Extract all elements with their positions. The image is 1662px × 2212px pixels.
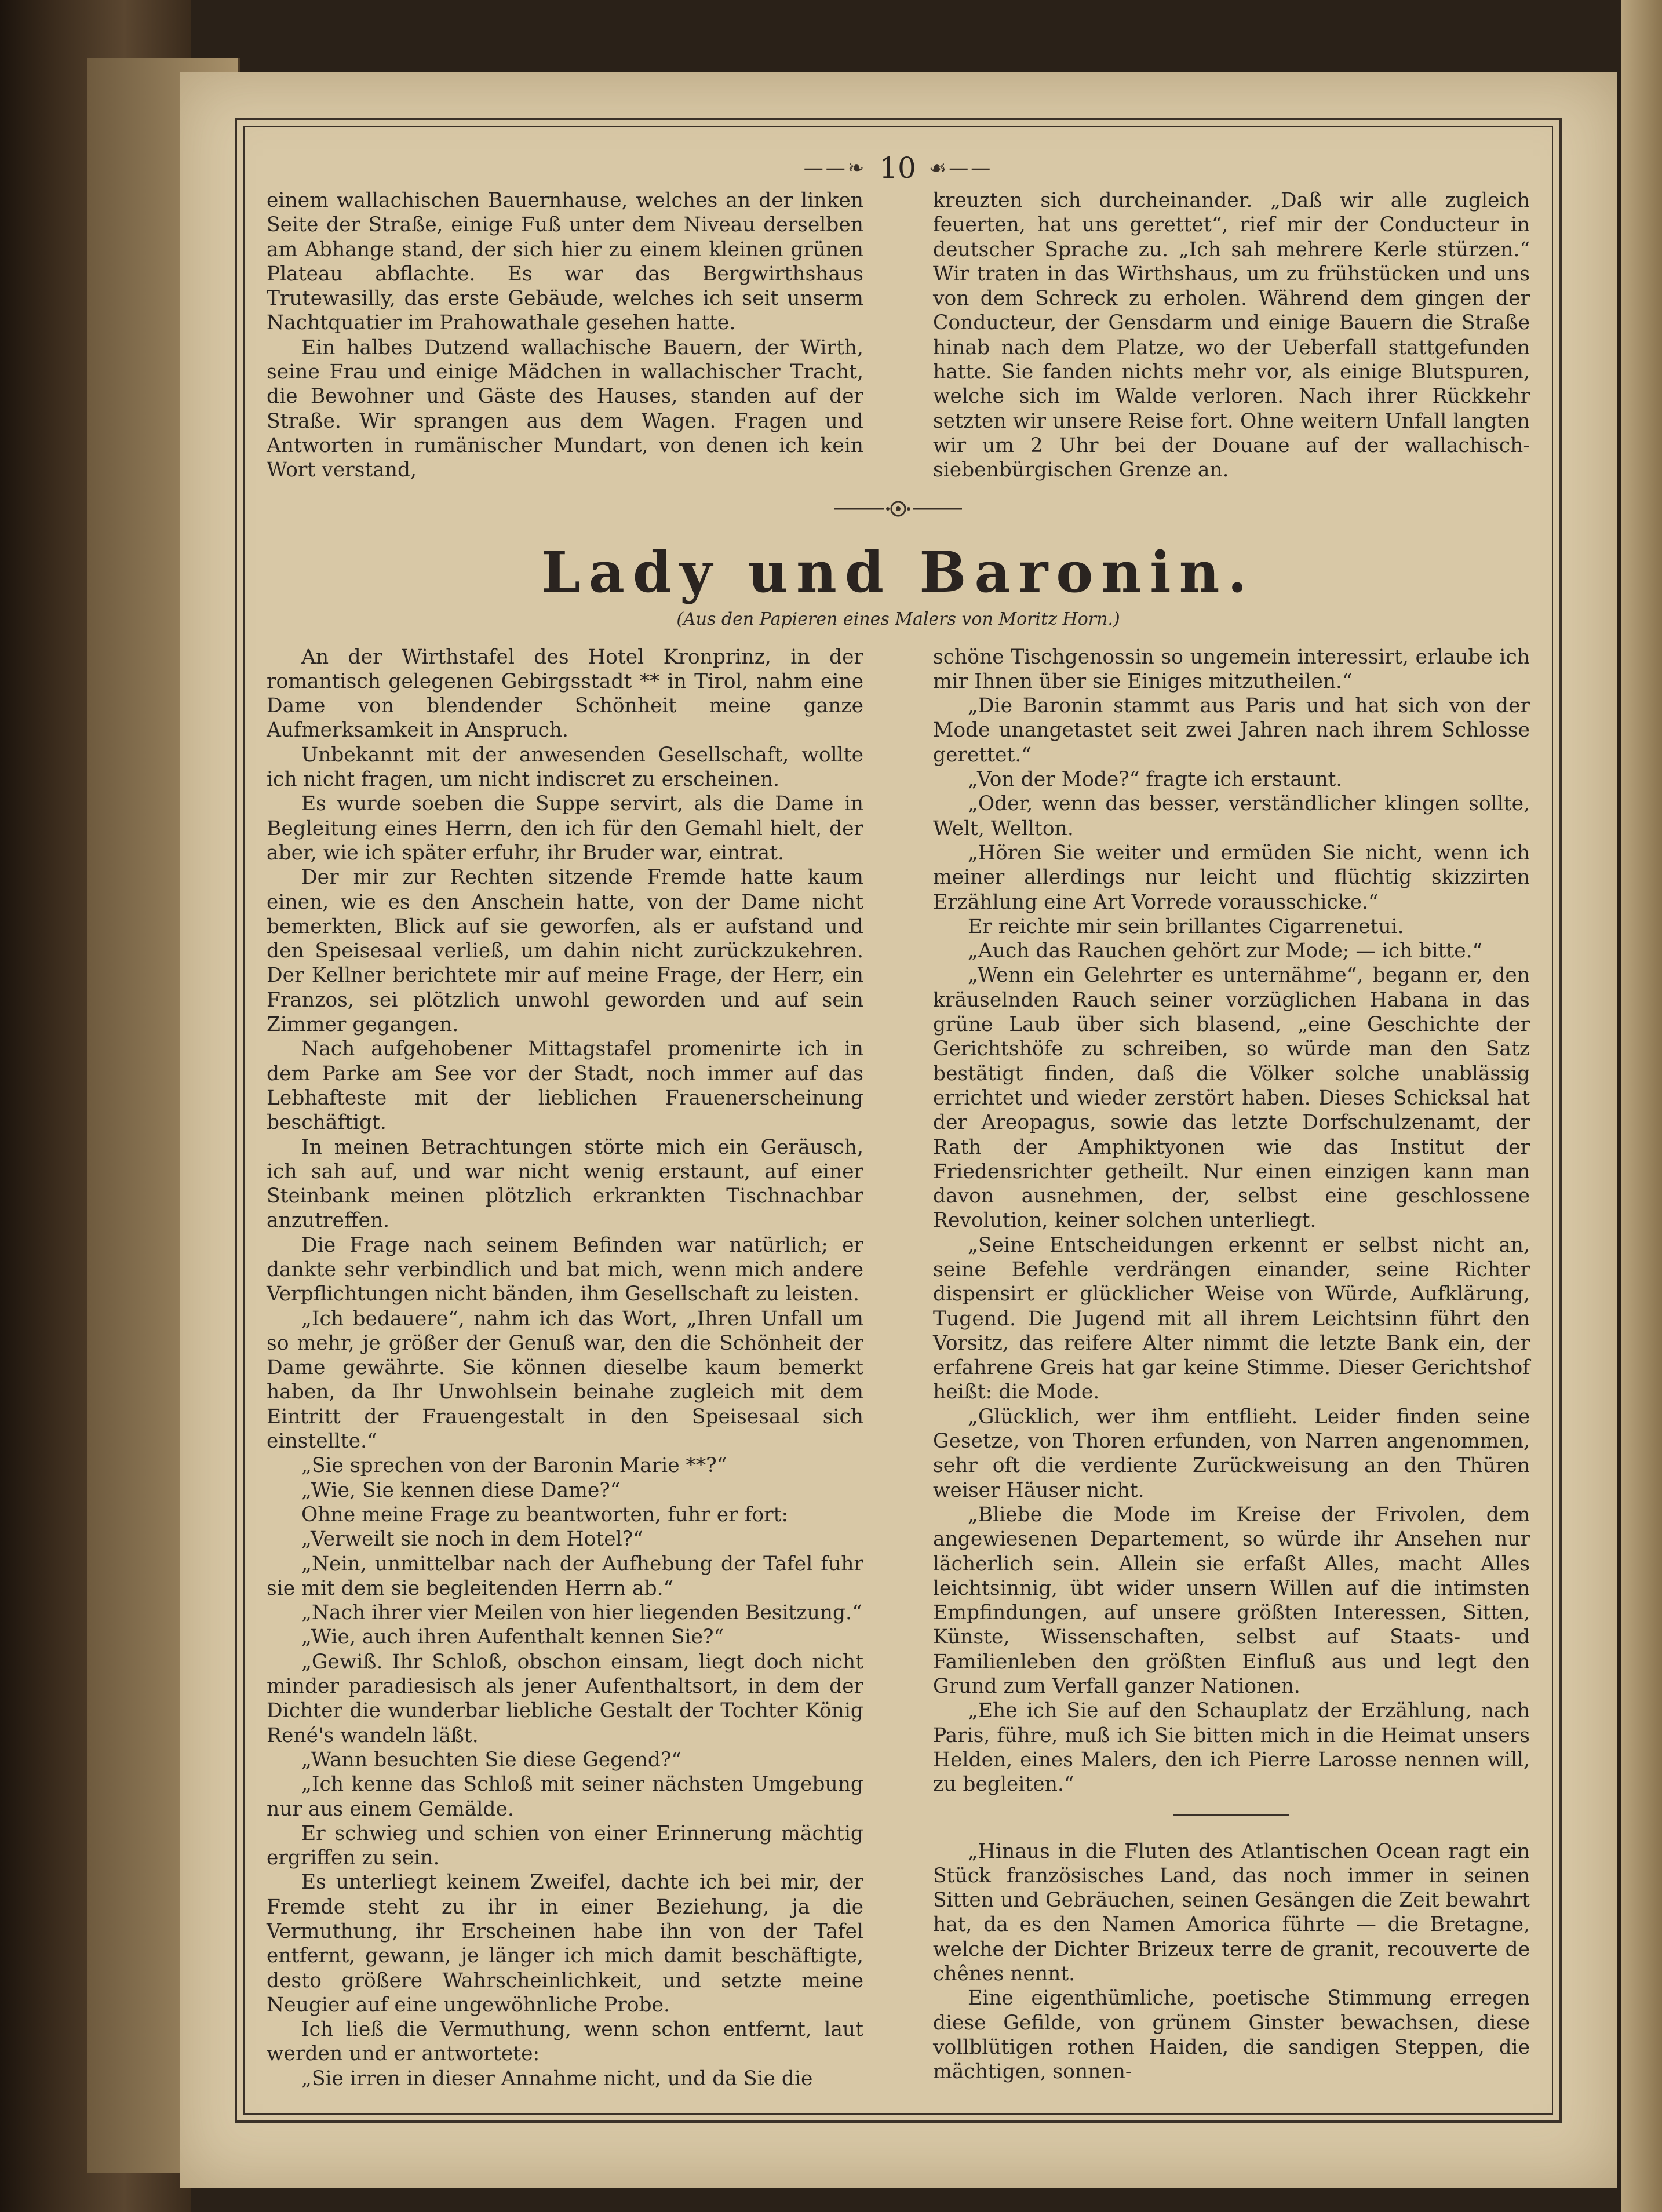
paragraph: „Von der Mode?“ fragte ich erstaunt.: [968, 768, 1343, 792]
article-right-column-part1: [933, 645, 1530, 1797]
paragraph: „Hören Sie weiter und ermüden Sie nicht, wenn ich meiner allerdings nur leicht und flüchtig skizzirten Erzählung eine Art Vorrede vorausschicke.“: [933, 841, 1530, 914]
article-body: [267, 645, 1530, 2091]
paragraph: „Oder, wenn das besser, verständlicher klingen sollte, Welt, Wellton.: [933, 792, 1530, 840]
paragraph: „Sie irren in dieser Annahme nicht, und da Sie die: [301, 2067, 813, 2090]
page-header: [267, 148, 1530, 188]
paragraph: An der Wirthstafel des Hotel Kronprinz, in der romantisch gelegenen Gebirgsstadt ** in Tirol, nahm eine Dame von blendender Schönheit meine ganze Aufmerksamkeit in Anspruch.: [267, 645, 863, 742]
paragraph: „Ich kenne das Schloß mit seiner nächsten Umgebung nur aus einem Gemälde.: [267, 1773, 863, 1821]
paragraph: „Ich bedauere“, nahm ich das Wort, „Ihren Unfall um so mehr, je größer der Genuß war, den die Schönheit der Dame gewährte. Sie können dieselbe kaum bemerkt haben, da Ihr Unwohlsein beinahe zugleich mit dem Eintritt der Frauengestalt in den Speisesaal sich einstellte.“: [267, 1307, 863, 1453]
paragraph: Nach aufgehobener Mittagstafel promenirte ich in dem Parke am See vor der Stadt, noch immer auf das Lebhafteste mit der lieblichen Frauenerscheinung beschäftigt.: [267, 1037, 863, 1135]
paragraph: Eine eigenthümliche, poetische Stimmung erregen diese Gefilde, von grünem Ginster bewachsen, diese vollblütigen rothen Haiden, die sandigen Steppen, die mächtigen, sonnen-: [933, 1987, 1530, 2084]
paragraph: Die Frage nach seinem Befinden war natürlich; er dankte sehr verbindlich und bat mich, wenn mich andere Verpflichtungen nicht bänden, ihm Gesellschaft zu leisten.: [267, 1233, 863, 1306]
paragraph: einem wallachischen Bauernhause, welches an der linken Seite der Straße, einige Fuß unter dem Niveau derselben am Abhange stand, der sich hier zu einem kleinen grünen Plateau abflachte. Es war das Bergwirthshaus Trutewasilly, das erste Gebäude, welches ich seit unserm Nachtquatier im Prahowathale gesehen hatte.: [267, 189, 863, 335]
paragraph: kreuzten sich durcheinander. „Daß wir alle zugleich feuerten, hat uns gerettet“, rief mir der Conducteur in deutscher Sprache zu. „Ich sah mehrere Kerle stürzen.“ Wir traten in das Wirthshaus, um zu frühstücken und uns von dem Schreck zu erholen. Während dem gingen der Conducteur, der Gensdarm und einige Bauern die Straße hinab nach dem Platze, wo der Ueberfall stattgefunden hatte. Sie fanden nichts mehr vor, als einige Blutspuren, welche sich im Walde verloren. Nach ihrer Rückkehr setzten wir unsere Reise fort. Ohne weitern Unfall langten wir um 2 Uhr bei der Douane auf der wallachisch-siebenbürgischen Grenze an.: [933, 189, 1530, 482]
paragraph: Unbekannt mit der anwesenden Gesellschaft, wollte ich nicht fragen, um nicht indiscret zu erscheinen.: [267, 743, 863, 792]
paragraph: „Wenn ein Gelehrter es unternähme“, begann er, den kräuselnden Rauch seiner vorzüglichen Habana in das grüne Laub über sich blasend, „eine Geschichte der Gerichtshöfe zu schreiben, so würde man den Satz bestätigt finden, daß die Völker solche unablässig errichtet und wieder zerstört haben. Dieses Schicksal hat der Areopagus, sowie das letzte Dorfschulzenamt, der Rath der Amphiktyonen wie das Institut der Friedensrichter getheilt. Nur einen einzigen kann man davon ausnehmen, der, selbst eine geschlossene Revolution, keiner solchen unterliegt.: [933, 964, 1530, 1233]
paragraph: „Nach ihrer vier Meilen von hier liegenden Besitzung.“: [301, 1601, 862, 1625]
article-title: Lady und Baronin.: [541, 539, 1255, 605]
paragraph: Ich ließ die Vermuthung, wenn schon entfernt, laut werden und er antwortete:: [267, 2018, 863, 2066]
paragraph: Es unterliegt keinem Zweifel, dachte ich bei mir, der Fremde steht zu ihr in einer Beziehung, ja die Vermuthung, ihr Erscheinen habe ihn von der Tafel entfernt, gewann, je länger ich mich damit beschäftigte, desto größere Wahrscheinlichkeit, und setzte meine Neugier auf eine ungewöhnliche Probe.: [267, 1871, 863, 2017]
paragraph: „Ehe ich Sie auf den Schauplatz der Erzählung, nach Paris, führe, muß ich Sie bitten mich in die Heimat unsers Helden, eines Malers, den ich Pierre Larosse nennen will, zu begleiten.“: [933, 1699, 1530, 1796]
header-ornament-left: ——❧: [803, 156, 867, 180]
header-ornament-right: ☙——: [928, 156, 993, 180]
previous-article-continuation: [267, 188, 1530, 483]
paragraph: Ohne meine Frage zu beantworten, fuhr er fort:: [301, 1503, 789, 1526]
paragraph: „Die Baronin stammt aus Paris und hat sich von der Mode unangetastet seit zwei Jahren nach ihrem Schlosse gerettet.“: [933, 694, 1530, 767]
paragraph: Er reichte mir sein brillantes Cigarrenetui.: [968, 914, 1404, 938]
next-page-edge: [1621, 0, 1662, 2212]
newspaper-page: [180, 72, 1617, 2188]
paragraph: „Wie, auch ihren Aufenthalt kennen Sie?“: [301, 1626, 724, 1649]
paragraph: „Bliebe die Mode im Kreise der Frivolen, dem angewiesenen Departement, so würde ihr Ansehen nur lächerlich sein. Allein sie erfaßt Alles, macht Alles leichtsinnig, übt wider unsern Willen auf die intimsten Empfindungen, auf unsere größten Interessen, Sitten, Künste, Wissenschaften, selbst auf Staats- und Familienleben den größten Einfluß aus und legt den Grund zum Verfall ganzer Nationen.: [933, 1503, 1530, 1699]
top-right-column: [933, 188, 1530, 483]
paragraph: Der mir zur Rechten sitzende Fremde hatte kaum einen, wie es den Anschein hatte, von der Dame nicht bemerkten, Blick auf sie geworfen, als er aufstand und den Speisesaal verließ, um dahin nicht zurückzukehren. Der Kellner berichtete mir auf meine Frage, der Herr, ein Franzos, sei plötzlich unwohl geworden und auf sein Zimmer gegangen.: [267, 866, 863, 1037]
paragraph: In meinen Betrachtungen störte mich ein Geräusch, ich sah auf, und war nicht wenig erstaunt, auf einer Steinbank meinen plötzlich erkrankten Tischnachbar anzutreffen.: [267, 1135, 863, 1233]
article-right-column-part2: [933, 1839, 1530, 2085]
paragraph: „Glücklich, wer ihm entflieht. Leider finden seine Gesetze, von Thoren erfunden, von Narren angenommen, sehr oft die verdiente Zurückweisung an den Thüren weiser Häuser nicht.: [933, 1405, 1530, 1502]
paragraph: Er schwieg und schien von einer Erinnerung mächtig ergriffen zu sein.: [267, 1821, 863, 1870]
article-right-column: [933, 645, 1530, 2091]
divider-ornament-icon: [834, 497, 962, 520]
paragraph: „Sie sprechen von der Baronin Marie **?“: [301, 1454, 727, 1478]
paragraph: „Seine Entscheidungen erkennt er selbst nicht an, seine Befehle verdrängen einander, seine Richter dispensirt er glücklicher Weise von Würde, Aufklärung, Tugend. Die Jugend mit all ihrem Leichtsinn führt den Vorsitz, das reifere Alter nimmt die letzte Bank ein, der erfahrene Greis hat gar keine Stimme. Dieser Gerichtshof heißt: die Mode.: [933, 1233, 1530, 1404]
article-left-column: [267, 645, 863, 2091]
paragraph: schöne Tischgenossin so ungemein interessirt, erlaube ich mir Ihnen über sie Einiges mitzutheilen.“: [933, 645, 1530, 693]
page-number: 10: [879, 151, 916, 185]
article-subtitle: (Aus den Papieren eines Malers von Moritz Horn.): [676, 608, 1120, 629]
paragraph: „Verweilt sie noch in dem Hotel?“: [301, 1528, 643, 1551]
section-divider: [267, 483, 1530, 535]
top-left-column: [267, 188, 863, 483]
article-heading: [267, 541, 1530, 631]
paragraph: „Gewiß. Ihr Schloß, obschon einsam, liegt doch nicht minder paradiesisch als jener Aufenthaltsort, in dem der Dichter die wunderbar liebliche Gestalt der Tochter König René's wandeln läßt.: [267, 1650, 863, 1747]
paragraph: Es wurde soeben die Suppe servirt, als die Dame in Begleitung eines Herrn, den ich für den Gemahl hielt, der aber, wie ich später erfuhr, ihr Bruder war, eintrat.: [267, 792, 863, 865]
paragraph: „Auch das Rauchen gehört zur Mode; — ich bitte.“: [968, 939, 1483, 963]
paragraph: „Hinaus in die Fluten des Atlantischen Ocean ragt ein Stück französisches Land, das noch immer in seinen Sitten und Gebräuchen, seinen Gesängen die Zeit bewahrt hat, da es den Namen Amorica führte — die Bretagne, welche der Dichter Brizeux terre de granit, recouverte de chênes nennt.: [933, 1839, 1530, 1985]
paragraph: „Nein, unmittelbar nach der Aufhebung der Tafel fuhr sie mit dem sie begleitenden Herrn ab.“: [267, 1552, 863, 1600]
paragraph: „Wie, Sie kennen diese Dame?“: [301, 1478, 621, 1502]
section-rule: [1173, 1814, 1289, 1816]
page-content: [267, 148, 1530, 2101]
paragraph: „Wann besuchten Sie diese Gegend?“: [301, 1748, 682, 1772]
paragraph: Ein halbes Dutzend wallachische Bauern, der Wirth, seine Frau und einige Mädchen in wallachischer Tracht, die Bewohner und Gäste des Hauses, standen auf der Straße. Wir sprangen aus dem Wagen. Fragen und Antworten in rumänischer Mundart, von denen ich kein Wort verstand,: [267, 336, 863, 482]
